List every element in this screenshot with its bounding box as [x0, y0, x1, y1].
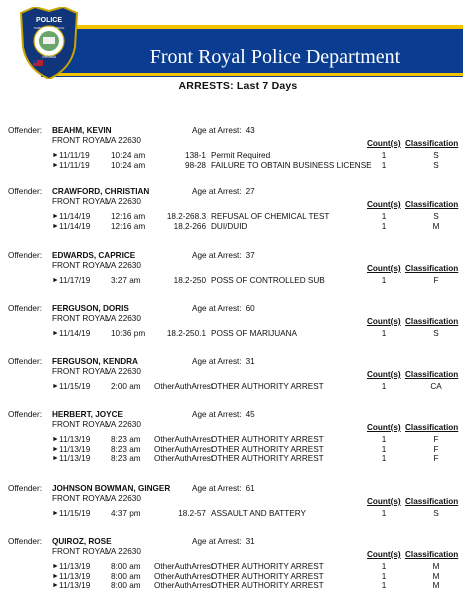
offender-city: FRONT ROYAL	[52, 420, 110, 429]
column-header-row	[0, 200, 476, 210]
offender-city: FRONT ROYAL	[52, 547, 110, 556]
column-header-row	[0, 139, 476, 149]
bullet-arrow-icon: ►	[52, 161, 59, 169]
charge-description: DUI/DUID	[211, 221, 248, 231]
offender-name-row	[0, 410, 476, 420]
age-value: 43	[245, 126, 255, 135]
charge-row	[0, 445, 476, 455]
offender-city: FRONT ROYAL	[52, 494, 110, 503]
age-label: Age at Arrest:	[192, 484, 242, 493]
charge-classification: S	[433, 509, 439, 518]
charge-classification: M	[432, 571, 440, 581]
bullet-arrow-icon: ►	[52, 222, 59, 230]
bullet-arrow-icon: ►	[52, 572, 59, 580]
age-at-arrest	[192, 357, 255, 367]
offender-name-row	[0, 357, 476, 367]
age-at-arrest	[192, 410, 255, 420]
age-value: 31	[245, 357, 255, 366]
charge-date: 11/13/19	[59, 562, 91, 571]
classification-header: Classification	[405, 264, 459, 273]
offender-city: FRONT ROYAL	[52, 261, 110, 270]
charge-date: 11/13/19	[59, 435, 91, 444]
charge-description: FAILURE TO OBTAIN BUSINESS LICENSE	[211, 160, 372, 170]
counts-header: Count(s)	[367, 264, 401, 273]
bullet-arrow-icon: ►	[52, 455, 59, 462]
charge-description: Permit Required	[211, 151, 271, 160]
charge-count: 1	[381, 212, 387, 221]
age-label: Age at Arrest:	[192, 251, 242, 260]
charge-code: 18.2-250	[173, 276, 206, 285]
charge-code: OtherAuthArrest	[154, 435, 214, 444]
offender-label: Offender:	[8, 537, 42, 546]
charge-time: 8:23 am	[111, 444, 141, 454]
classification-header: Classification	[405, 317, 459, 326]
age-label: Age at Arrest:	[192, 126, 242, 135]
charge-count: 1	[381, 329, 387, 338]
age-label: Age at Arrest:	[192, 187, 242, 196]
charge-row	[0, 161, 476, 171]
charge-classification: F	[433, 444, 439, 454]
bullet-arrow-icon: ►	[52, 152, 59, 159]
offender-state-zip: VA 22630	[106, 136, 141, 145]
offender-name: HERBERT, JOYCE	[52, 410, 123, 419]
offender-name: QUIROZ, ROSE	[52, 537, 112, 546]
counts-header: Count(s)	[367, 550, 401, 559]
charge-row	[0, 222, 476, 232]
charge-time: 8:00 am	[111, 571, 141, 581]
bullet-arrow-icon: ►	[52, 582, 59, 589]
offender-state-zip: VA 22630	[106, 494, 141, 503]
offender-name-row	[0, 251, 476, 261]
charge-description: OTHER AUTHORITY ARREST	[211, 454, 324, 463]
offender-label: Offender:	[8, 410, 42, 419]
counts-header: Count(s)	[367, 423, 401, 432]
age-value: 61	[245, 484, 255, 493]
counts-header: Count(s)	[367, 370, 401, 379]
counts-header: Count(s)	[367, 317, 401, 326]
classification-header: Classification	[405, 550, 459, 559]
charge-code: OtherAuthArrest	[154, 562, 214, 571]
charge-classification: S	[433, 151, 439, 160]
column-header-row	[0, 497, 476, 507]
charge-description: REFUSAL OF CHEMICAL TEST	[211, 212, 330, 221]
charge-description: OTHER AUTHORITY ARREST	[211, 581, 324, 590]
offender-name: FERGUSON, DORIS	[52, 304, 129, 313]
offender-name: CRAWFORD, CHRISTIAN	[52, 187, 150, 196]
age-value: 27	[245, 187, 255, 196]
offender-name: EDWARDS, CAPRICE	[52, 251, 136, 260]
age-at-arrest	[192, 537, 255, 547]
charge-date: 11/14/19	[59, 329, 91, 338]
charge-description: OTHER AUTHORITY ARREST	[211, 444, 324, 454]
charge-count: 1	[381, 571, 387, 581]
charge-description: POSS OF MARIJUANA	[211, 329, 297, 338]
column-header-row	[0, 550, 476, 560]
bullet-arrow-icon: ►	[52, 277, 59, 284]
age-label: Age at Arrest:	[192, 304, 242, 313]
charge-date: 11/15/19	[59, 509, 91, 518]
age-label: Age at Arrest:	[192, 537, 242, 546]
charge-date: 11/13/19	[59, 571, 91, 581]
offender-state-zip: VA 22630	[106, 261, 141, 270]
offender-name-row	[0, 126, 476, 136]
charge-classification: M	[432, 562, 440, 571]
age-value: 37	[245, 251, 255, 260]
charge-time: 8:00 am	[111, 562, 141, 571]
bullet-arrow-icon: ►	[52, 213, 59, 220]
charge-count: 1	[381, 276, 387, 285]
charge-time: 10:24 am	[111, 151, 146, 160]
charge-time: 12:16 am	[111, 212, 146, 221]
offender-name: JOHNSON BOWMAN, GINGER	[52, 484, 171, 493]
age-at-arrest	[192, 304, 255, 314]
charge-date: 11/11/19	[59, 151, 90, 160]
charge-count: 1	[381, 454, 387, 463]
charge-row	[0, 212, 476, 222]
offender-state-zip: VA 22630	[106, 420, 141, 429]
charge-row	[0, 454, 476, 464]
bullet-arrow-icon: ►	[52, 383, 59, 390]
offender-name: BEAHM, KEVIN	[52, 126, 112, 135]
classification-header: Classification	[405, 200, 459, 209]
charge-code: 98-28	[185, 160, 206, 170]
charge-row	[0, 329, 476, 339]
charge-date: 11/13/19	[59, 581, 91, 590]
age-at-arrest	[192, 126, 255, 136]
offender-name: FERGUSON, KENDRA	[52, 357, 138, 366]
bullet-arrow-icon: ►	[52, 510, 59, 517]
charge-classification: S	[433, 212, 439, 221]
charge-classification: F	[433, 435, 439, 444]
charge-date: 11/13/19	[59, 444, 91, 454]
offender-name-row	[0, 187, 476, 197]
age-value: 60	[245, 304, 255, 313]
counts-header: Count(s)	[367, 497, 401, 506]
charge-code: 18.2-57	[178, 509, 206, 518]
charge-time: 8:23 am	[111, 454, 141, 463]
bullet-arrow-icon: ►	[52, 436, 59, 443]
charge-count: 1	[381, 382, 387, 391]
charge-code: 18.2-250.1	[166, 329, 206, 338]
charge-classification: F	[433, 276, 439, 285]
age-at-arrest	[192, 187, 255, 197]
charge-code: OtherAuthArrest	[154, 571, 214, 581]
charge-count: 1	[381, 151, 387, 160]
charge-description: POSS OF CONTROLLED SUB	[211, 276, 325, 285]
badge-bottom-text: VIRGINIA	[42, 55, 56, 59]
report-title: ARRESTS: Last 7 Days	[178, 80, 298, 92]
charge-row	[0, 151, 476, 161]
charge-date: 11/11/19	[59, 160, 90, 170]
charge-time: 10:24 am	[111, 160, 146, 170]
offender-label: Offender:	[8, 357, 42, 366]
offender-label: Offender:	[8, 187, 42, 196]
offender-label: Offender:	[8, 484, 42, 493]
offender-label: Offender:	[8, 251, 42, 260]
charge-row	[0, 276, 476, 286]
charge-code: OtherAuthArrest	[154, 444, 214, 454]
charge-date: 11/15/19	[59, 382, 91, 391]
charge-time: 8:23 am	[111, 435, 141, 444]
charge-count: 1	[381, 221, 387, 231]
charge-code: OtherAuthArrest	[154, 454, 214, 463]
column-header-row	[0, 264, 476, 274]
charge-code: OtherAuthArrest	[154, 581, 214, 590]
offender-label: Offender:	[8, 126, 42, 135]
charge-row	[0, 509, 476, 519]
charge-classification: F	[433, 454, 439, 463]
offender-city: FRONT ROYAL	[52, 367, 110, 376]
offender-city: FRONT ROYAL	[52, 136, 110, 145]
charge-row	[0, 581, 476, 591]
charge-row	[0, 572, 476, 582]
charge-description: OTHER AUTHORITY ARREST	[211, 382, 324, 391]
offender-state-zip: VA 22630	[106, 367, 141, 376]
age-label: Age at Arrest:	[192, 357, 242, 366]
charge-code: 18.2-268.3	[166, 212, 206, 221]
age-label: Age at Arrest:	[192, 410, 242, 419]
classification-header: Classification	[405, 370, 459, 379]
counts-header: Count(s)	[367, 139, 401, 148]
charge-row	[0, 435, 476, 445]
charge-row	[0, 382, 476, 392]
charge-classification: S	[433, 329, 439, 338]
charge-code: 18.2-266	[173, 221, 206, 231]
charge-date: 11/17/19	[59, 276, 91, 285]
age-at-arrest	[192, 251, 255, 261]
classification-header: Classification	[405, 497, 459, 506]
offender-name-row	[0, 484, 476, 494]
charge-description: OTHER AUTHORITY ARREST	[211, 562, 324, 571]
age-at-arrest	[192, 484, 255, 494]
column-header-row	[0, 370, 476, 380]
badge-ring-text: TOWN OF FRONT ROYAL	[33, 27, 65, 30]
offender-state-zip: VA 22630	[106, 314, 141, 323]
charge-code: OtherAuthArrest	[154, 382, 214, 391]
charge-date: 11/14/19	[59, 221, 91, 231]
charge-count: 1	[381, 581, 387, 590]
charge-classification: M	[432, 581, 440, 590]
charge-time: 12:16 am	[111, 221, 146, 231]
offender-state-zip: VA 22630	[106, 197, 141, 206]
badge-top-text: POLICE	[35, 17, 63, 24]
offender-name-row	[0, 537, 476, 547]
charge-classification: CA	[430, 382, 442, 391]
department-name: Front Royal Police Department	[149, 46, 401, 68]
offender-name-row	[0, 304, 476, 314]
charge-classification: M	[432, 221, 440, 231]
charge-classification: S	[433, 160, 439, 170]
charge-count: 1	[381, 509, 387, 518]
age-value: 31	[245, 537, 255, 546]
charge-time: 10:36 pm	[111, 329, 146, 338]
charge-time: 3:27 am	[111, 276, 141, 285]
charge-description: OTHER AUTHORITY ARREST	[211, 571, 324, 581]
counts-header: Count(s)	[367, 200, 401, 209]
offender-city: FRONT ROYAL	[52, 314, 110, 323]
column-header-row	[0, 317, 476, 327]
charge-code: 138-1	[185, 151, 206, 160]
charge-time: 4:37 pm	[111, 509, 141, 518]
bullet-arrow-icon: ►	[52, 563, 59, 570]
charge-time: 8:00 am	[111, 581, 141, 590]
bullet-arrow-icon: ►	[52, 330, 59, 337]
bullet-arrow-icon: ►	[52, 445, 59, 453]
charge-time: 2:00 am	[111, 382, 141, 391]
charge-description: OTHER AUTHORITY ARREST	[211, 435, 324, 444]
offender-city: FRONT ROYAL	[52, 197, 110, 206]
offender-state-zip: VA 22630	[106, 547, 141, 556]
charge-description: ASSAULT AND BATTERY	[211, 509, 306, 518]
offender-label: Offender:	[8, 304, 42, 313]
charge-date: 11/14/19	[59, 212, 91, 221]
charge-count: 1	[381, 562, 387, 571]
charge-count: 1	[381, 444, 387, 454]
charge-date: 11/13/19	[59, 454, 91, 463]
charge-count: 1	[381, 160, 387, 170]
age-value: 45	[245, 410, 255, 419]
charge-count: 1	[381, 435, 387, 444]
column-header-row	[0, 423, 476, 433]
classification-header: Classification	[405, 423, 459, 432]
charge-row	[0, 562, 476, 572]
classification-header: Classification	[405, 139, 459, 148]
